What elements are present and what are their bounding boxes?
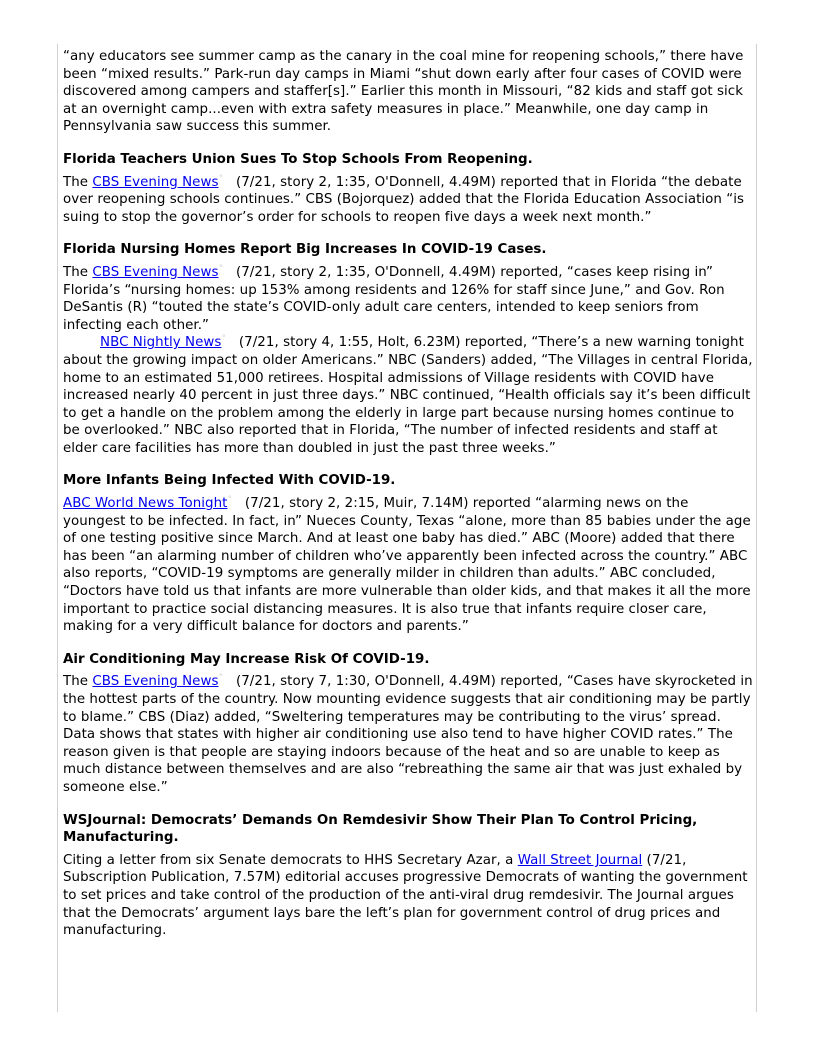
page-rule-right <box>756 44 757 1012</box>
article-paragraph <box>63 673 753 796</box>
article-paragraph <box>63 264 753 334</box>
body-text: (7/21, Subscription Publication, 7.57M) editorial accuses progressive Democrats of wanting the government to set prices and take control of the production of the anti-viral drug remdesivir. The Journal argues that the Democrats’ argument lays bare the left’s plan for government control of drug prices and manufacturing. <box>63 852 748 939</box>
headline: Florida Nursing Homes Report Big Increases In COVID-19 Cases. <box>63 242 547 258</box>
article-paragraph <box>63 334 753 457</box>
article-nursing-homes <box>63 241 753 457</box>
source-link-wall-street-journal[interactable]: Wall Street Journal <box>517 852 643 868</box>
link-marker-icon: ⁰ <box>222 334 225 342</box>
body-text: (7/21, story 2, 1:35, O'Donnell, 4.49M) reported, “cases keep rising in” Florida’s “nursing homes: up 153% among residents and 126% for staff since June,” and Gov. Ron DeSantis (R) “touted the state’s COVID-only adult care centers, intended to keep seniors from infecting each other.” <box>63 264 725 333</box>
intro-paragraph: “any educators see summer camp as the canary in the coal mine for reopening schools,” there have been “mixed results.” Park-run day camps in Miami “shut down early after four cases of COVID were discovered among campers and staffer[s].” Earlier this month in Missouri, “82 kids and staff got sick at an overnight camp...even with extra safety measures in place.” Meanwhile, one day camp in Pennsylvania saw success this summer. <box>63 49 744 135</box>
page-rule-left <box>57 44 58 1012</box>
lead-text: The <box>63 674 93 690</box>
headline: More Infants Being Infected With COVID-19. <box>63 473 396 489</box>
lead-text: The <box>63 264 93 280</box>
source-link-cbs-evening-news[interactable]: CBS Evening News <box>92 264 219 280</box>
article-paragraph <box>63 495 753 636</box>
lead-text: Citing a letter from six Senate democrats to HHS Secretary Azar, a <box>63 852 518 868</box>
headline: Florida Teachers Union Sues To Stop Schools From Reopening. <box>63 151 533 167</box>
body-text: (7/21, story 7, 1:30, O'Donnell, 4.49M) reported, “Cases have skyrocketed in the hottest parts of the country. Now mounting evidence suggests that air conditioning may be partly to blame.” CBS (Diaz) added, “Sweltering temperatures may be contributing to the virus’ spread. Data shows that states with higher air conditioning use also tend to have higher COVID rates.” The reason given is that people are staying indoors because of the heat and so are unable to keep as much distance between themselves and are also “rebreathing the same air that was just exhaled by someone else.” <box>63 674 753 795</box>
article-paragraph <box>63 174 753 227</box>
article-paragraph <box>63 852 753 940</box>
article-wsj-remdesivir <box>63 812 753 940</box>
link-marker-icon: ⁰ <box>228 495 231 503</box>
link-marker-icon: ⁰ <box>219 173 222 181</box>
source-link-cbs-evening-news[interactable]: CBS Evening News <box>92 674 219 690</box>
body-text: (7/21, story 4, 1:55, Holt, 6.23M) reported, “There’s a new warning tonight about the growing impact on older Americans.” NBC (Sanders) added, “The Villages in central Florida, home to an estimated 51,000 retirees. Hospital admissions of Village residents with COVID have increased nearly 40 percent in just three days.” NBC continued, “Health officials say it’s been difficult to get a handle on the problem among the elderly in large part because nursing homes continue to be overlooked.” NBC also reported that in Florida, “The number of infected residents and staff at elder care facilities has more than doubled in just the past three weeks.” <box>63 335 753 456</box>
article-teachers-union <box>63 151 753 226</box>
link-marker-icon: ⁰ <box>219 263 222 271</box>
body-text: (7/21, story 2, 1:35, O'Donnell, 4.49M) reported that in Florida “the debate over reopening schools continues.” CBS (Bojorquez) added that the Florida Education Association “is suing to stop the governor’s order for schools to reopen five days a week next month.” <box>63 174 745 225</box>
news-briefing-page <box>63 48 753 940</box>
link-marker-icon: ⁰ <box>219 673 222 681</box>
source-link-abc-world-news-tonight[interactable]: ABC World News Tonight <box>63 496 228 512</box>
article-infants <box>63 472 753 635</box>
lead-text: The <box>63 174 93 190</box>
source-link-nbc-nightly-news[interactable]: NBC Nightly News <box>100 335 222 351</box>
headline: Air Conditioning May Increase Risk Of COVID-19. <box>63 651 430 667</box>
article-air-conditioning <box>63 651 753 797</box>
body-text: (7/21, story 2, 2:15, Muir, 7.14M) reported “alarming news on the youngest to be infected. In fact, in” Nueces County, Texas “alone, more than 85 babies under the age of one testing positive since March. And at least one baby has died.” ABC (Moore) added that there has been “an alarming number of children who’ve apparently been infected across the country.” ABC also reports, “COVID-19 symptoms are generally milder in children than adults.” ABC concluded, “Doctors have told us that infants are more vulnerable than older kids, and that makes it all the more important to practice social distancing measures. It is also true that infants require closer care, making for a very difficult balance for doctors and parents.” <box>63 496 751 635</box>
source-link-cbs-evening-news[interactable]: CBS Evening News <box>92 174 219 190</box>
headline: WSJournal: Democrats’ Demands On Remdesivir Show Their Plan To Control Pricing, Manufacturing. <box>63 812 698 846</box>
